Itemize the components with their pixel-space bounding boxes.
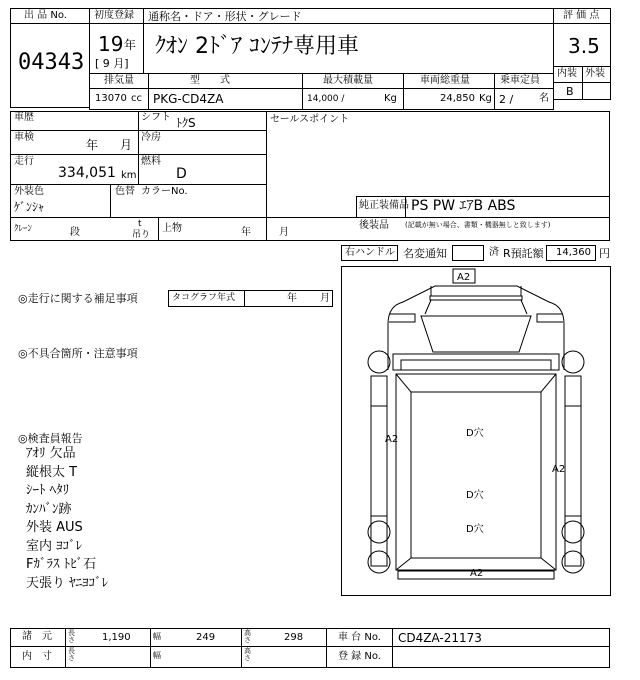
inspector-item: 室内 ﾖｺﾞﾚ	[26, 538, 83, 554]
grille-line	[401, 360, 551, 370]
reg-label: 登 録 No.	[338, 651, 381, 662]
recycle-amount: 14,360	[556, 247, 591, 258]
left-mirror	[389, 314, 415, 322]
diagram-mark-a2-right: A2	[552, 464, 566, 475]
chassis-label: 車 台 No.	[338, 632, 381, 643]
crane-label: ｸﾚｰﾝ	[14, 224, 33, 234]
mileage-label: 走行	[14, 156, 34, 167]
interior-label: 内装	[557, 68, 577, 79]
name-change-label: 名変通知	[403, 247, 447, 260]
driving-notes-label: ◎走行に関する補足事項	[18, 292, 138, 305]
diagram-mark-a2-top: A2	[457, 272, 471, 283]
recycle-label: R預託額	[503, 247, 544, 260]
vehicle-diagram	[341, 266, 611, 596]
cab-outline	[388, 286, 564, 370]
model-label: 通称名・ドア・形状・グレード	[148, 10, 302, 23]
fuel-label: 燃料	[141, 156, 161, 167]
crane-step: 段	[70, 227, 80, 238]
name-change-box	[452, 245, 484, 261]
inspection-month-unit: 月	[120, 138, 133, 152]
upper-year-unit: 年	[241, 227, 251, 238]
model-name: ｸｵﾝ 2ﾄﾞｱ ｺﾝﾃﾅ専用車	[155, 34, 359, 59]
displacement-unit: cc	[131, 93, 142, 104]
left-side-wall	[371, 376, 387, 566]
ac-label: 冷房	[141, 132, 161, 143]
width-value: 249	[196, 632, 216, 643]
aftermarket-label: 後装品	[359, 220, 389, 231]
gross-weight: 24,850	[440, 93, 475, 104]
length-label: 長さ	[68, 629, 75, 644]
gross-weight-unit: Kg	[479, 93, 492, 104]
inspector-item: Fｶﾞﾗｽ ﾄﾋﾞ石	[26, 557, 97, 572]
wheel-front-right	[562, 351, 584, 373]
tachograph-month-unit: 月	[320, 293, 330, 304]
length-value: 1,190	[102, 632, 131, 643]
inspector-item: 縦根太 T	[26, 464, 78, 480]
height-value: 298	[284, 632, 304, 643]
inner-width-label: 幅	[153, 651, 161, 660]
chassis-value: CD4ZA-21173	[398, 631, 482, 645]
aftermarket-note: (記載が無い場合、書類・機器無しと致します)	[405, 221, 551, 229]
dims-box	[10, 628, 610, 668]
color-code-label: カラーNo.	[141, 186, 188, 197]
height-label: 高さ	[244, 629, 251, 644]
right-side-wall	[565, 376, 581, 566]
capacity-unit: 名	[539, 93, 549, 104]
inner-length-label: 長さ	[68, 647, 75, 662]
dims-label: 諸 元	[22, 631, 52, 642]
max-load-label: 最大積載量	[323, 75, 373, 86]
right-hand-label: 右ハンドル	[345, 247, 395, 258]
max-load: 14,000 /	[307, 94, 345, 104]
diagram-mark-a2-bottom: A2	[470, 568, 484, 579]
cargo-deck	[396, 374, 556, 570]
score-value: 3.5	[568, 34, 600, 58]
name-change-marker: 済	[489, 247, 499, 258]
gross-weight-label: 車両総重量	[420, 75, 470, 86]
first-reg-month: [ 9 月]	[95, 57, 129, 70]
inner-dims-label: 内 寸	[22, 651, 52, 662]
displacement: 13070	[95, 93, 127, 104]
inspector-item: ｶﾝﾊﾞﾝ跡	[26, 501, 72, 517]
inspector-item: 天張り ﾔﾆﾖｺﾞﾚ	[26, 575, 109, 591]
lot-label: 出 品 No.	[24, 10, 67, 21]
max-load-unit: Kg	[384, 93, 397, 104]
defects-label: ◎不具合箇所・注意事項	[18, 347, 138, 360]
color-value: ｹﾞﾝｼｬ	[14, 200, 45, 214]
capacity: 2 /	[499, 93, 514, 106]
color-label: 外装色	[14, 186, 44, 197]
interior-grade: B	[566, 85, 574, 98]
tachograph-label: タコグラフ年式	[172, 293, 236, 303]
cab-roof	[431, 286, 521, 296]
diagram-mark-d-hole-2: D穴	[466, 490, 484, 501]
equipment-value: PS PW ｴｱB ABS	[411, 198, 516, 214]
capacity-label: 乗車定員	[500, 75, 540, 86]
inspection-year-unit: 年	[86, 138, 99, 152]
hood	[393, 354, 559, 370]
upper-label: 上物	[162, 223, 182, 234]
equipment-label: 純正装備品	[359, 200, 409, 211]
right-mirror	[537, 314, 563, 322]
width-label: 幅	[153, 632, 161, 641]
crane-ton: t	[138, 219, 142, 229]
color-no-label: 色替	[115, 186, 135, 197]
inner-height-label: 高さ	[244, 647, 251, 662]
wheel-front-left	[368, 351, 390, 373]
crane-lift: 吊り	[132, 230, 151, 240]
year-unit: 年	[124, 38, 137, 52]
upper-month-unit: 月	[279, 227, 289, 238]
mileage-unit: km	[121, 170, 137, 181]
inspection-label: 車検	[14, 132, 34, 143]
cab-visor	[430, 296, 522, 300]
a-pillars	[425, 300, 527, 314]
lot-number: 04343	[18, 50, 85, 75]
exterior-label: 外装	[585, 68, 605, 79]
shift-value: ﾄｸS	[176, 116, 196, 130]
inspector-item: ｱｵﾘ 欠品	[26, 446, 76, 461]
deck-front-edge	[396, 374, 556, 392]
mileage-value: 334,051	[58, 165, 116, 181]
score-label: 評 価 点	[563, 10, 600, 21]
diagram-mark-d-hole-3: D穴	[466, 524, 484, 535]
type-label: 型 式	[190, 75, 230, 86]
inspector-label: ◎検査員報告	[18, 432, 83, 445]
tachograph-year-unit: 年	[287, 293, 297, 304]
fuel-value: D	[176, 166, 187, 182]
inspector-item: 外装 AUS	[26, 520, 83, 535]
displacement-label: 排気量	[104, 75, 134, 86]
first-reg-label: 初度登録	[94, 10, 134, 21]
windshield	[421, 316, 531, 352]
type-value: PKG-CD4ZA	[153, 92, 224, 106]
inspector-item: ｼｰﾄ ﾍﾀﾘ	[26, 483, 70, 498]
sales-point-label: セールスポイント	[270, 114, 350, 125]
history-label: 車歴	[14, 112, 34, 123]
diagram-mark-a2-left: A2	[385, 434, 399, 445]
diagram-mark-d-hole-1: D穴	[466, 428, 484, 439]
first-reg-year: 19	[98, 32, 124, 56]
recycle-unit: 円	[599, 247, 610, 260]
shift-label: シフト	[141, 112, 171, 123]
